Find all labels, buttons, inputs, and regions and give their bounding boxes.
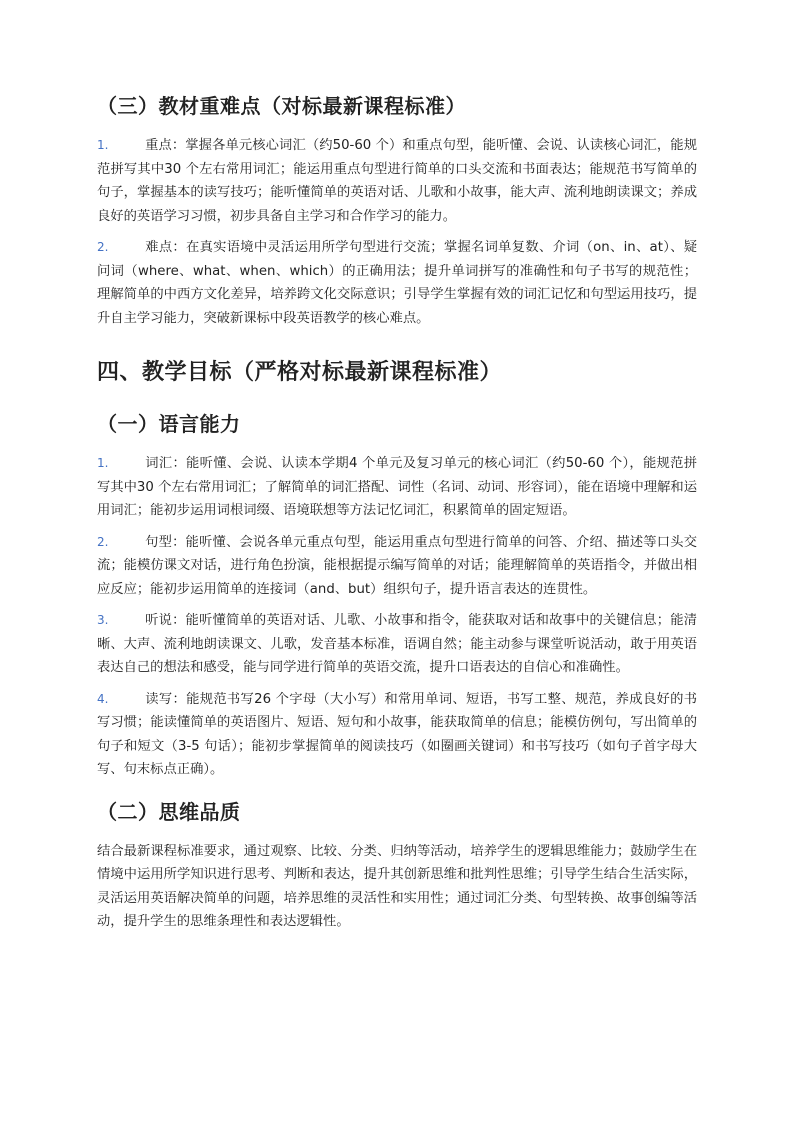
list-number: 1. xyxy=(97,138,109,152)
list-number: 3. xyxy=(97,613,109,627)
list-number: 4. xyxy=(97,691,109,706)
list-number: 2. xyxy=(97,240,109,254)
heading-section-four: 四、教学目标（严格对标最新课程标准） xyxy=(97,360,503,385)
list-item xyxy=(97,688,697,782)
list-item-text: 词汇：能听懂、会说、认读本学期4 个单元及复习单元的核心词汇（约50-60 个），能规范拼写其中30 个左右常用词汇；了解简单的词汇搭配、词性（名词、动词、形容词），能在语境中理解和运用词汇；能初步运用词根词缀、语境联想等方法记忆词汇，积累简单的固定短语。 xyxy=(97,456,697,518)
list-item xyxy=(97,134,697,228)
list-number: 1. xyxy=(97,456,109,470)
list-item-text: 读写：能规范书写26 个字母（大小写）和常用单词、短语，书写工整、规范，养成良好的书写习惯；能读懂简单的英语图片、短语、短句和小故事，能获取简单的信息；能模仿例句，写出简单的句子和短文（3-5 句话）；能初步掌握简单的阅读技巧（如圈画关键词）和书写技巧（如句子首字母大写、句末标点正确）。 xyxy=(97,691,697,777)
paragraph-thinking-quality: 结合最新课程标准要求，通过观察、比较、分类、归纳等活动，培养学生的逻辑思维能力；鼓励学生在情境中运用所学知识进行思考、判断和表达，提升其创新思维和批判性思维；引导学生结合生活实际，灵活运用英语解决简单的问题，培养思维的灵活性和实用性；通过词汇分类、句型转换、故事创编等活动，提升学生的思维条理性和表达逻辑性。 xyxy=(97,843,697,929)
list-item xyxy=(97,236,697,330)
list-item xyxy=(97,452,697,523)
list-item-text: 难点：在真实语境中灵活运用所学句型进行交流；掌握名词单复数、介词（on、in、at）、疑问词（where、what、when、which）的正确用法；提升单词拼写的准确性和句子书写的规范性；理解简单的中西方文化差异，培养跨文化交际意识；引导学生掌握有效的词汇记忆和句型运用技巧，提升自主学习能力，突破新课标中段英语教学的核心难点。 xyxy=(97,240,697,326)
list-item-text: 句型：能听懂、会说各单元重点句型，能运用重点句型进行简单的问答、介绍、描述等口头交流；能模仿课文对话，进行角色扮演，能根据提示编写简单的对话；能理解简单的英语指令，并做出相应反应；能初步运用简单的连接词（and、but）组织句子，提升语言表达的连贯性。 xyxy=(97,534,697,597)
heading-section-3: （三）教材重难点（对标最新课程标准） xyxy=(97,94,466,118)
list-item xyxy=(97,609,697,680)
heading-language-ability: （一）语言能力 xyxy=(97,412,241,436)
list-item xyxy=(97,531,697,602)
list-item-text: 听说：能听懂简单的英语对话、儿歌、小故事和指令，能获取对话和故事中的关键信息；能清晰、大声、流利地朗读课文、儿歌，发音基本标准，语调自然；能主动参与课堂听说活动，敢于用英语表达自己的想法和感受，能与同学进行简单的英语交流，提升口语表达的自信心和准确性。 xyxy=(97,613,697,675)
heading-thinking-quality: （二）思维品质 xyxy=(97,799,241,824)
list-item-text: 重点：掌握各单元核心词汇（约50-60 个）和重点句型，能听懂、会说、认读核心词汇，能规范拼写其中30 个左右常用词汇；能运用重点句型进行简单的口头交流和书面表达；能规范书写简单的句子，掌握基本的读写技巧；能听懂简单的英语对话、儿歌和小故事，能大声、流利地朗读课文；养成良好的英语学习习惯，初步具备自主学习和合作学习的能力。 xyxy=(97,138,697,224)
list-number: 2. xyxy=(97,534,109,549)
